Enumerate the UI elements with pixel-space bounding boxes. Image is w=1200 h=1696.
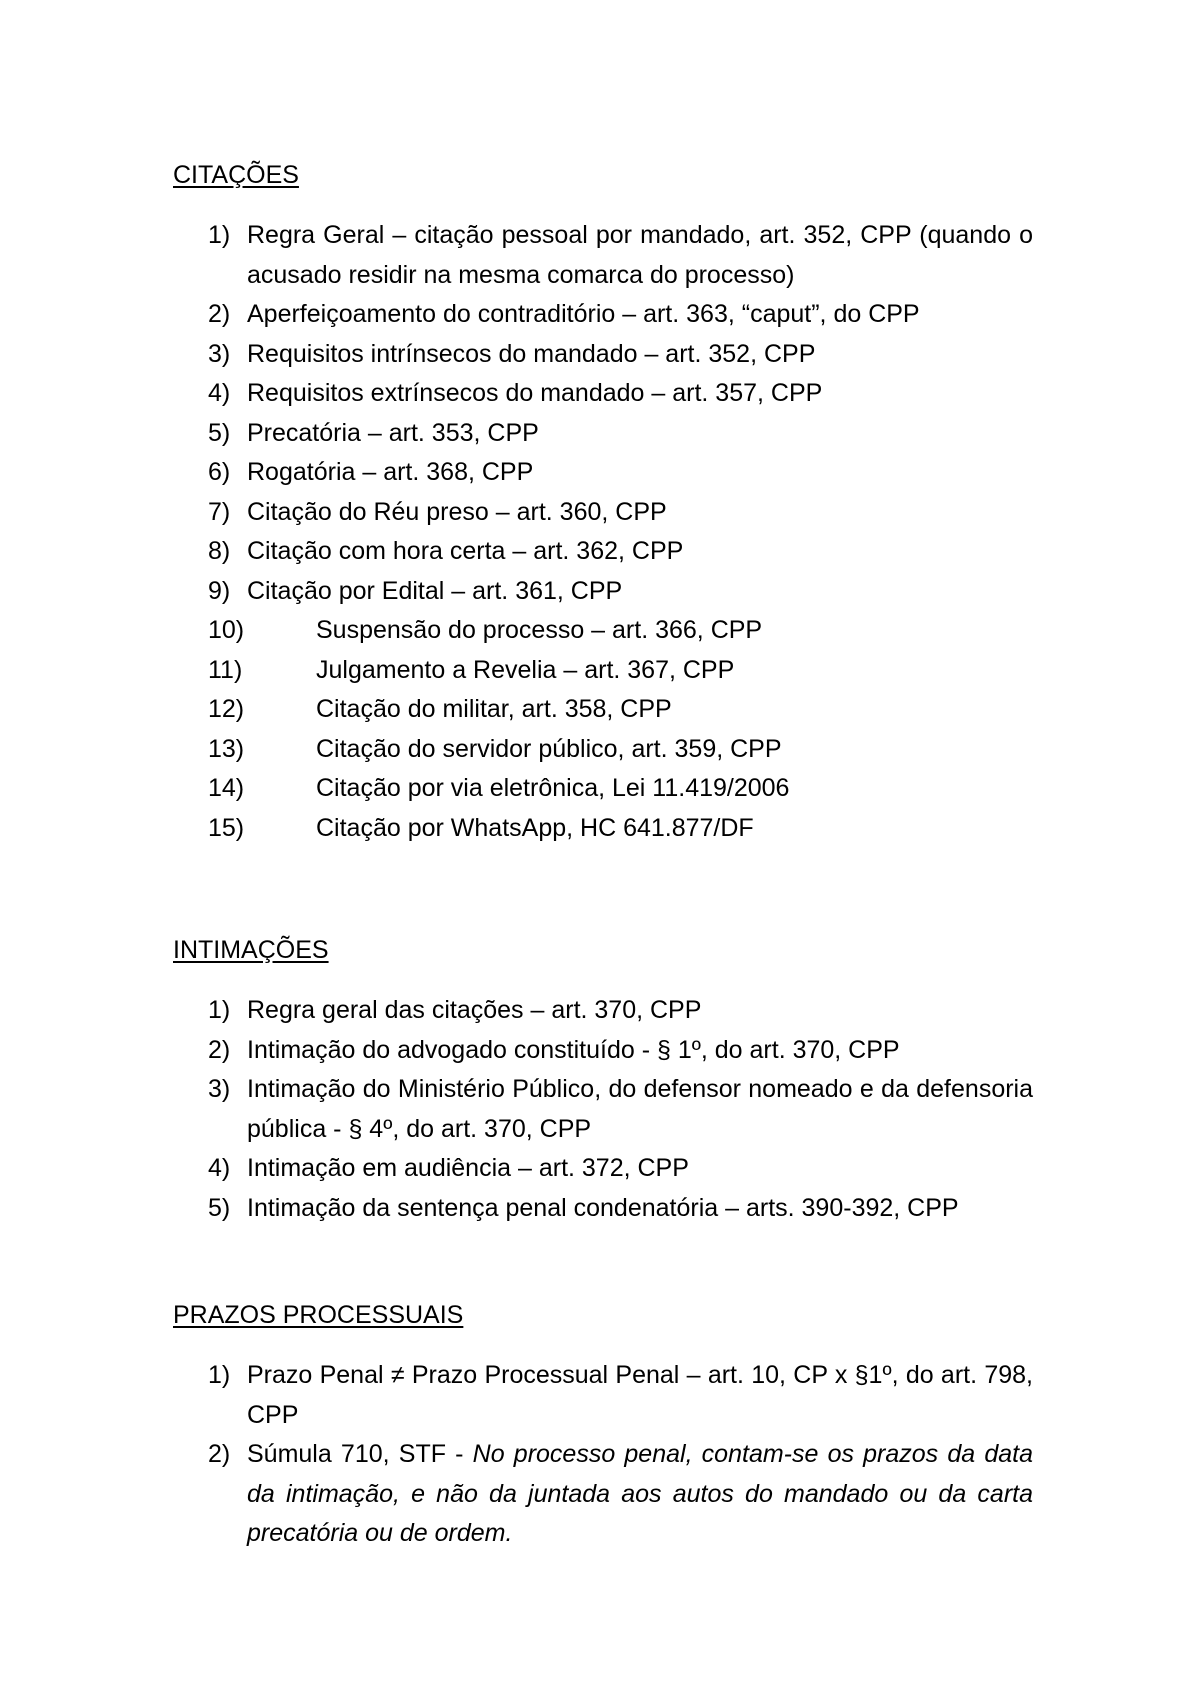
item-number: 10) — [208, 616, 245, 644]
citacoes-list — [173, 216, 1033, 848]
item-text: Intimação em audiência – art. 372, CPP — [247, 1154, 689, 1182]
item-number: 2) — [208, 1035, 231, 1064]
item-number: 5) — [208, 418, 231, 447]
item-number: 14) — [208, 774, 245, 802]
list-item — [173, 1189, 1033, 1229]
list-item — [173, 1070, 1033, 1149]
item-number: 1) — [208, 996, 231, 1024]
item-text: Rogatória – art. 368, CPP — [247, 458, 534, 486]
item-text: Regra geral das citações – art. 370, CPP — [247, 996, 702, 1024]
list-item — [173, 414, 1033, 454]
list-item — [173, 991, 1033, 1031]
list-item — [173, 216, 1033, 295]
item-text: Súmula 710, STF - — [247, 1440, 473, 1468]
item-text: Citação do servidor público, art. 359, CPP — [316, 734, 782, 763]
item-text: Requisitos intrínsecos do mandado – art. 352, CPP — [247, 339, 816, 368]
item-number: 13) — [208, 734, 245, 763]
list-item — [173, 769, 1033, 809]
item-number: 11) — [208, 655, 243, 684]
list-item — [173, 572, 1033, 612]
item-text: Intimação do Ministério Público, do defensor nomeado e da defensoria pública - § 4º, do art. 370, CPP — [247, 1075, 1033, 1143]
list-item — [173, 335, 1033, 375]
list-item — [173, 453, 1033, 493]
item-number: 2) — [208, 1440, 231, 1468]
section-intimacoes — [173, 935, 1033, 1228]
item-number: 3) — [208, 1075, 231, 1103]
section-heading-prazos: PRAZOS PROCESSUAIS — [173, 1301, 464, 1329]
list-item — [173, 809, 1033, 849]
section-heading-intimacoes: INTIMAÇÕES — [173, 936, 329, 964]
list-item — [173, 374, 1033, 414]
item-number: 4) — [208, 1154, 231, 1182]
item-text: Intimação do advogado constituído - § 1º, do art. 370, CPP — [247, 1035, 900, 1064]
item-text: Citação por via eletrônica, Lei 11.419/2006 — [316, 774, 790, 802]
item-text: Citação por WhatsApp, HC 641.877/DF — [316, 813, 754, 842]
item-number: 9) — [208, 576, 231, 605]
item-text: Precatória – art. 353, CPP — [247, 418, 539, 447]
list-item — [173, 690, 1033, 730]
section-prazos — [173, 1300, 1033, 1554]
list-item — [173, 1435, 1033, 1554]
list-item — [173, 651, 1033, 691]
section-citacoes — [173, 160, 1033, 848]
item-number: 3) — [208, 339, 231, 368]
item-text: Suspensão do processo – art. 366, CPP — [316, 616, 763, 644]
list-item — [173, 1149, 1033, 1189]
item-text: Citação com hora certa – art. 362, CPP — [247, 537, 684, 565]
sumula-quote: No processo penal, contam-se os prazos da data da intimação, e não da juntada aos autos do mandado ou da carta precatória ou de ordem. — [247, 1440, 1033, 1547]
item-number: 2) — [208, 300, 231, 328]
item-number: 1) — [208, 1361, 231, 1389]
section-heading-citacoes: CITAÇÕES — [173, 161, 299, 189]
item-text: Citação do Réu preso – art. 360, CPP — [247, 497, 667, 526]
item-text: Requisitos extrínsecos do mandado – art. 357, CPP — [247, 379, 823, 407]
item-text: Julgamento a Revelia – art. 367, CPP — [316, 655, 735, 684]
item-number: 12) — [208, 695, 245, 723]
list-item — [173, 1356, 1033, 1435]
list-item — [173, 493, 1033, 533]
item-number: 15) — [208, 813, 245, 842]
list-item — [173, 611, 1033, 651]
item-number: 5) — [208, 1193, 231, 1222]
item-number: 4) — [208, 379, 231, 407]
list-item — [173, 730, 1033, 770]
item-text: Regra Geral – citação pessoal por mandado, art. 352, CPP (quando o acusado residir na mesma comarca do processo) — [247, 221, 1033, 289]
item-number: 7) — [208, 497, 231, 526]
item-number: 6) — [208, 458, 231, 486]
list-item — [173, 295, 1033, 335]
item-text: Citação por Edital – art. 361, CPP — [247, 576, 623, 605]
item-number: 8) — [208, 537, 231, 565]
list-item — [173, 1031, 1033, 1071]
item-text: Aperfeiçoamento do contraditório – art. 363, “caput”, do CPP — [247, 300, 920, 328]
item-text: Intimação da sentença penal condenatória – arts. 390-392, CPP — [247, 1193, 959, 1222]
item-text: Citação do militar, art. 358, CPP — [316, 695, 672, 723]
intimacoes-list — [173, 991, 1033, 1228]
list-item — [173, 532, 1033, 572]
item-number: 1) — [208, 221, 231, 249]
item-text: Prazo Penal ≠ Prazo Processual Penal – art. 10, CP x §1º, do art. 798, CPP — [247, 1361, 1033, 1429]
prazos-list — [173, 1356, 1033, 1554]
